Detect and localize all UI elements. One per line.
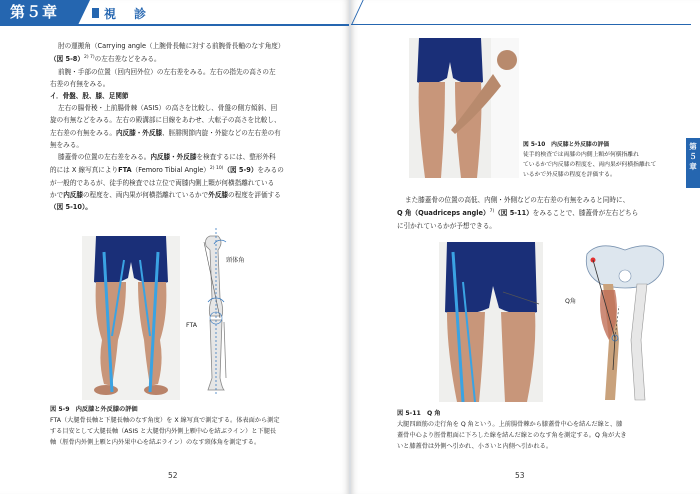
q-angle-illustration <box>439 242 543 402</box>
page-number: 53 <box>515 471 525 480</box>
page-number: 52 <box>168 471 178 480</box>
femur-tibia-diagram <box>180 228 250 400</box>
citation: 7) <box>489 209 495 215</box>
chapter-side-tab: 第５章 <box>686 138 700 188</box>
text-line: 旋の有無などをみる。左右の殿溝部に目線をあわせ、大転子の高さを比較し、 <box>50 116 281 125</box>
figure-ref: （図 5-10）。 <box>50 203 92 212</box>
knee-exam-illustration <box>409 38 519 178</box>
header-rule <box>0 24 349 26</box>
bold-term: 内反膝・外反膝 <box>115 128 163 137</box>
text-line: 的には X 線写真により <box>50 166 119 175</box>
figure-5-9-diagram <box>180 228 250 400</box>
text-line: 左右の腸骨稜・上前腸骨棘（ASIS）の高さを比較し、骨盤の側方傾斜、回 <box>58 104 278 113</box>
text-line: を検査するには、整形外科 <box>196 153 276 162</box>
text-line: の左右差などをみる。 <box>94 55 161 64</box>
header-slash <box>351 0 377 25</box>
text-line: が一般的であるが、徒手的検査では立位で両膝内側上顆が何横指離れている <box>50 178 275 187</box>
text-line: 、脛腓関節内旋・外旋などの左右差の有 <box>162 128 281 137</box>
text-line: 膝蓋骨の位置の左右差をみる。 <box>58 153 151 162</box>
page-header <box>0 0 349 26</box>
text-line: の程度を評価する <box>228 190 281 199</box>
text-line: 肘の運搬角（Carrying angle（上腕骨長軸に対する前腕骨長軸のなす角度） <box>58 42 285 50</box>
text-line: （Femoro Tibial Angle） <box>131 166 210 175</box>
figure-ref: （図 5-8） <box>50 55 84 64</box>
citation: 2) 7) <box>84 55 95 61</box>
chapter-label: 第５章 <box>0 0 78 25</box>
text-line: また膝蓋骨の位置の高低、内側・外側などの左右差の有無をみると同時に、 <box>405 196 630 204</box>
caption-line: 軸（脛骨内外側上顆と内外果中心を結ぶライン）のなす頸体角を測定する。 <box>50 439 261 446</box>
caption-line: ているかで内反膝の程度を、両内果が何横指離れて <box>523 162 657 168</box>
bold-term: 内反膝 <box>63 190 83 199</box>
figure-ref: （図 5-11） <box>494 209 533 218</box>
caption-line: 蓋骨中心より脛骨粗面に下ろした線を結んだ線とのなす角を測定する。Q 角が大き <box>397 432 627 439</box>
caption-line: 徒手的検査では両膝の内側上顆が何横指離れ <box>523 152 639 158</box>
figure-5-9-caption <box>50 404 340 448</box>
figure-5-9-photo <box>82 236 180 400</box>
figure-5-10-photo <box>409 38 519 178</box>
header-rule <box>351 24 691 25</box>
text-line: 前腕・手部の位置（回内回外位）の左右差をみる。左右の指先の高さの左 <box>58 67 276 76</box>
fta-label: FTA <box>186 322 197 329</box>
text-line: 右差の有無をみる。 <box>50 79 110 88</box>
legs-illustration <box>82 236 180 400</box>
text-line: かで <box>50 190 64 199</box>
caption-line: する目安として大腿長軸（ASIS と大腿骨内外側上顆中心を結ぶライン）と下腿長 <box>50 428 277 435</box>
bold-term: 内反膝・外反膝 <box>150 153 197 162</box>
text-line: をみるの <box>257 166 284 175</box>
section-marker-icon <box>92 8 99 18</box>
bold-term: FTA <box>118 166 132 175</box>
q-angle-label: Q角 <box>565 298 577 305</box>
text-line: 左右差の有無をみる。 <box>50 128 116 137</box>
text-line: に引かれているかが予想できる。 <box>397 221 496 230</box>
bold-term: 外反膝 <box>208 190 229 199</box>
figure-5-10-caption <box>523 140 683 180</box>
pelvis-leg-diagram <box>579 240 671 404</box>
caption-line: いるかで外反膝の程度を評価する。 <box>523 172 616 178</box>
section-title: 視 診 <box>104 7 150 21</box>
body-text <box>397 194 687 232</box>
right-page <box>351 0 700 494</box>
subheading: イ．骨盤、股、膝、足関節 <box>50 92 129 100</box>
caption-title: 図 5-11 Q 角 <box>397 410 441 417</box>
figure-5-11-photo <box>439 242 543 402</box>
figure-5-11-diagram <box>579 240 671 404</box>
text-line: の程度を、両内果が何横指離れているかで <box>82 190 209 199</box>
figure-5-11-caption <box>397 408 693 452</box>
body-text <box>50 40 332 213</box>
text-line: をみることで、膝蓋骨が左右どちら <box>532 209 639 218</box>
header-slash <box>78 0 90 25</box>
caption-line: いと膝蓋骨は外側へ引かれ、小さいと内側へ引かれる。 <box>397 443 553 450</box>
figure-ref: （図 5-9） <box>223 166 258 175</box>
caption-line: 大腿四頭筋の走行角を Q 角という。上前腸骨棘から膝蓋骨中心を結んだ線と、膝 <box>397 421 623 428</box>
caption-title: 図 5-10 内反膝と外反膝の評価 <box>523 142 610 148</box>
left-page <box>0 0 349 494</box>
text-line: 無をみる。 <box>50 140 83 149</box>
caption-line: FTA（大腿骨長軸と下腿長軸のなす角度）を X 線写真で測定する。体表面から測定 <box>50 417 280 424</box>
angle-label: 頸体角 <box>226 257 245 264</box>
bold-term: Q 角（Quadriceps angle） <box>397 209 490 218</box>
citation: 2) 10) <box>209 166 224 172</box>
caption-title: 図 5-9 内反膝と外反膝の評価 <box>50 406 138 413</box>
